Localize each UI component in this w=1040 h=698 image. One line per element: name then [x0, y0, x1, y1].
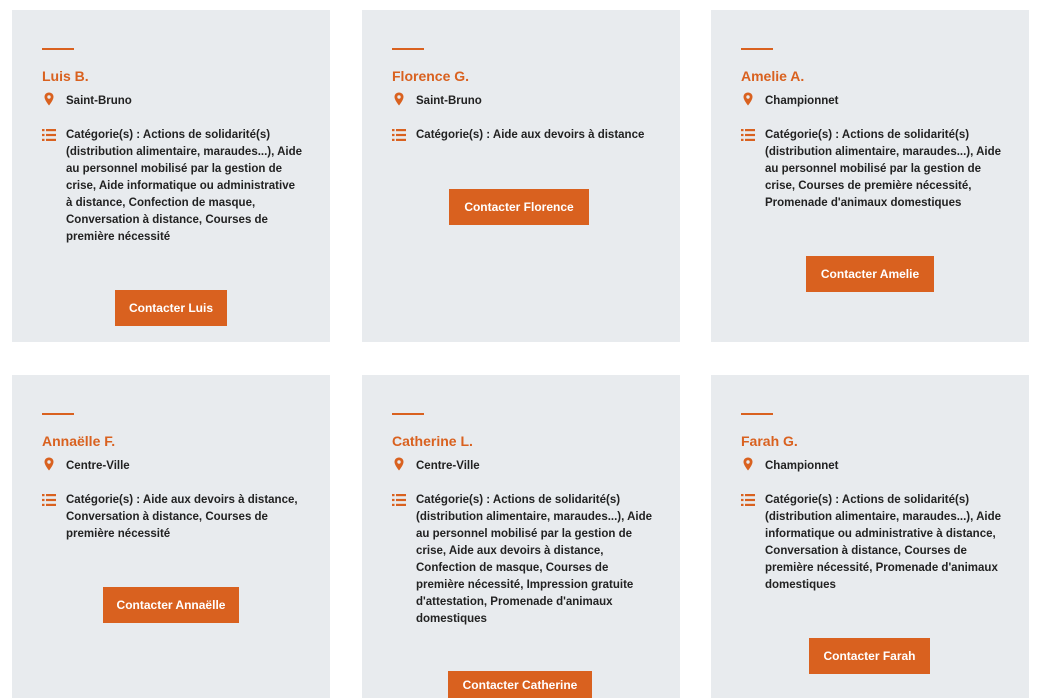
- volunteer-location: [42, 94, 132, 108]
- list-icon: [42, 494, 56, 506]
- volunteer-categories: [392, 127, 654, 144]
- categories-text: Catégorie(s) : Aide aux devoirs à distance, Conversation à distance, Courses de première nécessité: [66, 494, 298, 540]
- categories-text: Catégorie(s) : Actions de solidarité(s) (distribution alimentaire, maraudes...), Aide informatique ou administrative à distance, Conversation à distance, Courses de première nécessité, Promenade d'animaux domestiques: [765, 494, 1002, 591]
- contact-button[interactable]: Contacter Florence: [449, 189, 589, 225]
- accent-divider: [392, 413, 424, 415]
- map-pin-icon: [42, 457, 56, 471]
- list-icon: [741, 129, 755, 141]
- categories-text: Catégorie(s) : Actions de solidarité(s) (distribution alimentaire, maraudes...), Aide au personnel mobilisé par la gestion de crise, Aide informatique ou administrative à distance, Confection de masque, Conversation à distance, Courses de première nécessité: [66, 129, 303, 243]
- map-pin-icon: [741, 457, 755, 471]
- volunteer-location: [392, 94, 482, 108]
- map-pin-icon: [392, 92, 406, 106]
- categories-text: Catégorie(s) : Actions de solidarité(s) (distribution alimentaire, maraudes...), Aide au personnel mobilisé par la gestion de crise, Courses de première nécessité, Promenade d'animaux domestiques: [765, 129, 1002, 209]
- location-label: Centre-Ville: [416, 460, 480, 472]
- volunteer-categories: [741, 492, 1003, 594]
- volunteer-name: Annaëlle F.: [42, 433, 116, 449]
- accent-divider: [741, 413, 773, 415]
- location-label: Saint-Bruno: [416, 95, 482, 107]
- volunteer-name: Farah G.: [741, 433, 798, 449]
- contact-button[interactable]: Contacter Catherine: [448, 671, 592, 698]
- accent-divider: [42, 413, 74, 415]
- location-label: Saint-Bruno: [66, 95, 132, 107]
- volunteer-categories: [42, 492, 304, 543]
- location-label: Centre-Ville: [66, 460, 130, 472]
- volunteer-location: [392, 459, 480, 473]
- volunteer-name: Luis B.: [42, 68, 89, 84]
- volunteer-card: [12, 10, 330, 342]
- map-pin-icon: [741, 92, 755, 106]
- volunteer-card: [362, 375, 680, 698]
- accent-divider: [741, 48, 773, 50]
- volunteer-location: [741, 94, 838, 108]
- volunteer-name: Catherine L.: [392, 433, 473, 449]
- map-pin-icon: [42, 92, 56, 106]
- list-icon: [392, 129, 406, 141]
- volunteer-location: [42, 459, 130, 473]
- contact-button[interactable]: Contacter Farah: [809, 638, 930, 674]
- list-icon: [741, 494, 755, 506]
- volunteer-card: [12, 375, 330, 698]
- map-pin-icon: [392, 457, 406, 471]
- contact-button[interactable]: Contacter Luis: [115, 290, 227, 326]
- volunteer-name: Florence G.: [392, 68, 470, 84]
- categories-text: Catégorie(s) : Actions de solidarité(s) (distribution alimentaire, maraudes...), Aide au personnel mobilisé par la gestion de crise, Aide aux devoirs à distance, Confection de masque, Courses de première nécessité, Impression gratuite d'attestation, Promenade d'animaux domestiques: [416, 494, 653, 625]
- location-label: Championnet: [765, 95, 839, 107]
- volunteer-categories: [741, 127, 1003, 212]
- accent-divider: [42, 48, 74, 50]
- volunteer-location: [741, 459, 838, 473]
- volunteer-card: [711, 10, 1029, 342]
- volunteer-card: [362, 10, 680, 342]
- volunteer-card: [711, 375, 1029, 698]
- list-icon: [42, 129, 56, 141]
- contact-button[interactable]: Contacter Annaëlle: [103, 587, 239, 623]
- list-icon: [392, 494, 406, 506]
- location-label: Championnet: [765, 460, 839, 472]
- volunteer-name: Amelie A.: [741, 68, 805, 84]
- volunteer-categories: [392, 492, 654, 628]
- contact-button[interactable]: Contacter Amelie: [806, 256, 934, 292]
- accent-divider: [392, 48, 424, 50]
- volunteer-categories: [42, 127, 304, 246]
- categories-text: Catégorie(s) : Aide aux devoirs à distance: [416, 129, 645, 141]
